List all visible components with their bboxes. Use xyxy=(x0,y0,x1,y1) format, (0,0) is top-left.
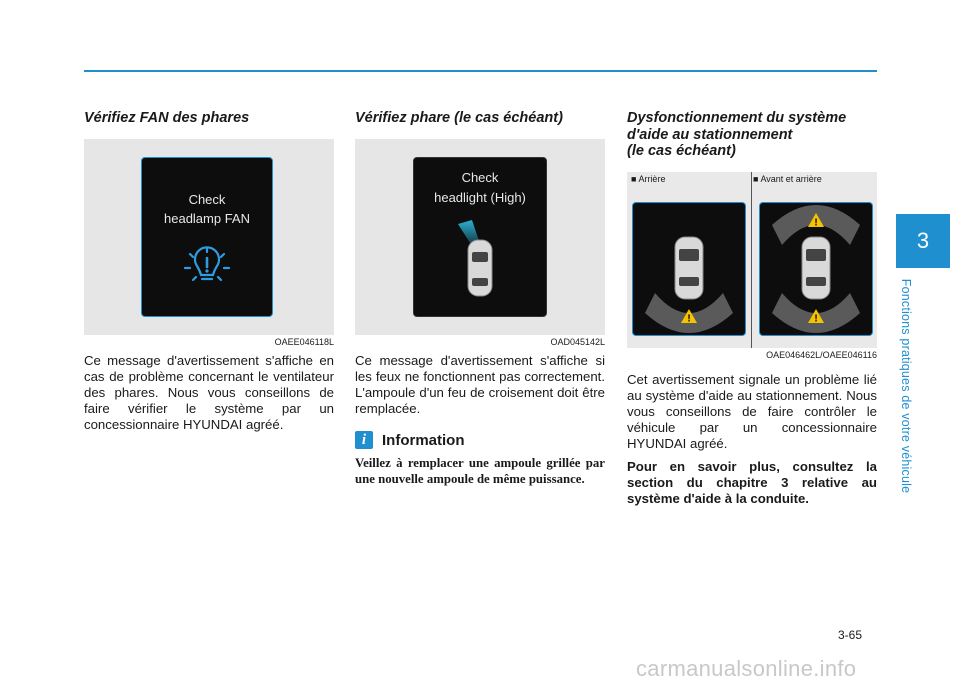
rear-sensor-display xyxy=(632,202,746,336)
cluster-figure xyxy=(84,139,334,335)
cluster-figure xyxy=(355,139,605,335)
cluster-display xyxy=(141,157,273,317)
chapter-title-vertical xyxy=(879,268,933,504)
heading-line1: Dysfonctionnement du système xyxy=(627,110,847,126)
information-header xyxy=(355,431,605,449)
figure-code: OAD045142L xyxy=(550,336,605,347)
section-body-bold: Pour en savoir plus, consultez la section du chapitre 3 relative au système d'aide à la conduite. xyxy=(627,458,877,506)
info-icon: i xyxy=(355,431,373,449)
svg-text:!: ! xyxy=(687,313,691,324)
front-rear-sensor-display xyxy=(759,202,873,336)
figure-code: OAEE046118L xyxy=(274,336,334,347)
header-rule xyxy=(84,70,877,72)
display-line1: Check xyxy=(461,169,499,185)
heading-line3: (le cas échéant) xyxy=(627,143,736,159)
label-front-rear: ■ Avant et arrière xyxy=(753,173,822,184)
fan-warning-icon xyxy=(182,244,232,294)
section-heading: Vérifiez FAN des phares xyxy=(84,110,250,126)
chapter-title: Fonctions pratiques de votre véhicule xyxy=(899,278,913,494)
cluster-display xyxy=(413,157,547,317)
svg-text:!: ! xyxy=(814,313,818,324)
chapter-tab xyxy=(896,214,950,268)
car-headlight-icon xyxy=(414,216,546,316)
display-line2: headlamp FAN xyxy=(164,210,250,226)
heading-line2: d'aide au stationnement xyxy=(627,126,793,143)
svg-text:!: ! xyxy=(814,217,818,228)
section-body: Ce message d'avertissement s'affiche si les feux ne fonctionnent pas correctement. L'ampoule d'un feu de croisement doit être remplacée. xyxy=(355,352,605,417)
car-rear-sensor-icon xyxy=(633,203,745,335)
section-parking-assist xyxy=(627,110,877,507)
section-headlamp-fan xyxy=(84,110,334,434)
watermark: carmanualsonline.info xyxy=(636,656,857,681)
section-headlight xyxy=(355,110,605,487)
display-line1: Check xyxy=(188,191,226,207)
figure-divider xyxy=(751,172,752,348)
information-body: Veillez à remplacer une ampoule grillée par une nouvelle ampoule de même puissance. xyxy=(355,456,605,487)
information-title: Information xyxy=(382,431,465,449)
parking-figure xyxy=(627,172,877,348)
figure-code: OAE046462L/OAEE046116 xyxy=(766,349,877,360)
label-rear: ■ Arrière xyxy=(631,173,666,184)
section-body: Cet avertissement signale un problème lié au système d'aide au stationnement. Nous vous conseillons de faire contrôler le véhicule par un concessionnaire HYUNDAI agréé. xyxy=(627,371,877,452)
page-number: 3-65 xyxy=(838,628,863,642)
display-line2: headlight (High) xyxy=(434,189,526,205)
section-heading xyxy=(627,110,877,160)
chapter-number: 3 xyxy=(916,228,930,253)
section-heading: Vérifiez phare (le cas échéant) xyxy=(355,110,563,126)
car-front-rear-sensor-icon xyxy=(760,203,872,335)
section-body: Ce message d'avertissement s'affiche en cas de problème concernant le ventilateur des phares. Nous vous conseillons de faire vérifier le système par un concessionnaire HYUNDAI agréé. xyxy=(84,352,334,433)
